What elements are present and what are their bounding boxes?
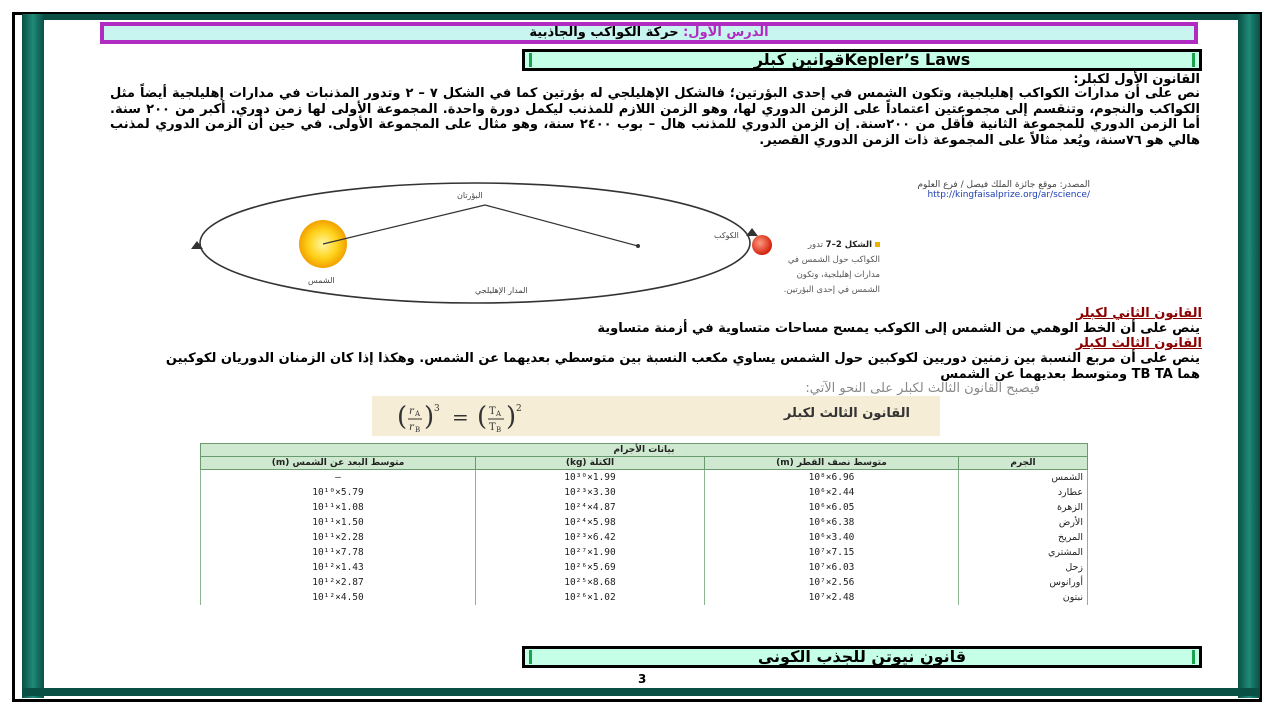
table-caption: بيانات الأجرام (201, 444, 1088, 457)
cell-radius: 6.38×10⁶ (705, 515, 959, 530)
law1-text: نص على أن مدارات الكواكب إهليلجية، وتكون الشمس في إحدى البؤرتين؛ فالشكل الإهليلجي له بؤرتين كما في الشكل ٧ – ٢ وتدور المذنبات في مدارات إهليلجية أيضاً مثل الكواكب والنجوم، وتنقسم إلى مجموعتين اعتماداً على الزمن الدوري لها، وهو الزمن اللازم للمذنب ليكمل دورة واحدة. المجموعة الأولى لها زمن دوري. أكبر من ٢٠٠ سنة. أما الزمن الدوري للمجموعة الثانية فأقل من ٢٠٠سنة. إن الزمن الدوري للمذنب هال – بوب ٢٤٠٠ سنة، وهو مثال على المجموعة الأولى. في حين أن الزمن الدوري لمذنب هالي هو ٧٦سنة، ويُعد مثالاً على المجموعة ذات الزمن الدوري القصير. (110, 86, 1201, 148)
orbit-ellipse (200, 183, 750, 303)
cell-distance: — (201, 470, 476, 486)
focus-line-1 (323, 205, 485, 244)
table-row (201, 530, 1088, 545)
svg-text:B: B (415, 426, 421, 434)
svg-text:): ) (506, 402, 517, 432)
cell-distance: 5.79×10¹⁰ (201, 485, 476, 500)
table-caption-row (201, 444, 1088, 457)
lesson-title: حركة الكواكب والجاذبية (529, 25, 679, 40)
cell-radius: 6.96×10⁸ (705, 470, 959, 486)
svg-text:T: T (489, 406, 496, 417)
cell-radius: 2.56×10⁷ (705, 575, 959, 590)
svg-text:(: ( (477, 402, 488, 432)
lesson-label: الدرس الأول: (683, 25, 769, 40)
law3-intro: فيصبح القانون الثالث لكبلر على النحو الآتي: (805, 381, 1040, 396)
cell-mass: 3.30×10²³ (476, 485, 705, 500)
frame-right (1238, 14, 1260, 698)
cell-body: زحل (959, 560, 1088, 575)
svg-text:r: r (409, 406, 414, 417)
law3-title: القانون الثالث لكبلر (1075, 336, 1202, 351)
law3-text: ينص على أن مربع النسبة بين زمنين دوريين لكوكبين حول الشمس يساوي مكعب النسبة بين متوسطي بعديهما عن الشمس. وهكذا إذا كان الزمنان الدوريان لكوكبين هما TB TA ومتوسط بعديهما عن الشمس (165, 351, 1200, 382)
cell-body: أورانوس (959, 575, 1088, 590)
col-header-distance: متوسط البعد عن الشمس (m) (201, 457, 476, 470)
svg-text:B: B (496, 426, 502, 434)
svg-text:): ) (424, 402, 435, 432)
cell-mass: 8.68×10²⁵ (476, 575, 705, 590)
planet (752, 235, 772, 255)
source-note (790, 180, 1090, 200)
cell-distance: 2.87×10¹² (201, 575, 476, 590)
cell-distance: 2.28×10¹¹ (201, 530, 476, 545)
table-row (201, 590, 1088, 605)
svg-text:T: T (489, 422, 496, 433)
svg-text:A: A (496, 410, 502, 418)
cell-body: الأرض (959, 515, 1088, 530)
col-header-radius: متوسط نصف القطر (m) (705, 457, 959, 470)
table-row (201, 575, 1088, 590)
cell-distance: 1.50×10¹¹ (201, 515, 476, 530)
col-header-body: الجرم (959, 457, 1088, 470)
cell-mass: 5.69×10²⁶ (476, 560, 705, 575)
cell-radius: 2.48×10⁷ (705, 590, 959, 605)
cell-body: المريخ (959, 530, 1088, 545)
cell-distance: 4.50×10¹² (201, 590, 476, 605)
caption-bullet (875, 242, 880, 247)
law2-title: القانون الثاني لكبلر (1076, 306, 1202, 321)
planet-data-table (200, 443, 1088, 605)
cell-mass: 5.98×10²⁴ (476, 515, 705, 530)
cell-mass: 1.99×10³⁰ (476, 470, 705, 486)
table-row (201, 545, 1088, 560)
cell-body: المشتري (959, 545, 1088, 560)
source-label: المصدر: موقع جائزة الملك فيصل / فرع العلوم (917, 180, 1090, 190)
svg-text:A: A (415, 410, 421, 418)
table-row (201, 515, 1088, 530)
table-row (201, 560, 1088, 575)
cell-radius: 6.05×10⁶ (705, 500, 959, 515)
frame-bottom (22, 688, 1260, 696)
cell-radius: 3.40×10⁶ (705, 530, 959, 545)
table-row (201, 470, 1088, 486)
law2-text: ينص على أن الخط الوهمي من الشمس إلى الكوكب يمسح مساحات متساوية في أزمنة متساوية (597, 321, 1200, 336)
frame-left (22, 14, 44, 698)
cell-distance: 1.43×10¹² (201, 560, 476, 575)
cell-distance: 7.78×10¹¹ (201, 545, 476, 560)
cell-mass: 1.90×10²⁷ (476, 545, 705, 560)
table-row (201, 500, 1088, 515)
orbit-figure (190, 178, 790, 308)
cell-radius: 2.44×10⁶ (705, 485, 959, 500)
formula-name: القانون الثالث لكبلر (783, 406, 910, 421)
table-header-row (201, 457, 1088, 470)
svg-text:3: 3 (434, 404, 440, 414)
cell-mass: 6.42×10²³ (476, 530, 705, 545)
svg-text:r: r (409, 422, 414, 433)
cell-mass: 4.87×10²⁴ (476, 500, 705, 515)
lesson-header (100, 22, 1198, 44)
svg-text:2: 2 (516, 404, 522, 414)
cell-body: الزهرة (959, 500, 1088, 515)
orbit-arrow-left (191, 241, 203, 249)
orbit-arrow-right (746, 228, 758, 236)
cell-body: الشمس (959, 470, 1088, 486)
source-url[interactable]: http://kingfaisalprize.org/ar/science/ (927, 190, 1090, 200)
kepler-third-law-box (372, 396, 940, 436)
caption-text: تدور الكواكب حول الشمس في مدارات إهليلجية، وتكون الشمس في إحدى البؤرتين. (783, 240, 880, 295)
cell-mass: 1.02×10²⁶ (476, 590, 705, 605)
col-header-mass: الكتلة (kg) (476, 457, 705, 470)
law1-title: القانون الأول لكبلر: (1073, 72, 1200, 87)
caption-number: الشكل 2–7 (825, 240, 872, 250)
label-sun: الشمس (308, 276, 335, 285)
cell-distance: 1.08×10¹¹ (201, 500, 476, 515)
section-title-kepler: Kepler’s Lawsقوانين كبلر (522, 49, 1202, 71)
cell-body: نبتون (959, 590, 1088, 605)
label-planet: الكوكب (714, 231, 739, 240)
svg-text:(: ( (397, 402, 408, 432)
label-focus: البؤرتان (457, 191, 483, 200)
section-title-newton: قانون نيوتن للجذب الكوني (522, 646, 1202, 668)
cell-body: عطارد (959, 485, 1088, 500)
cell-radius: 6.03×10⁷ (705, 560, 959, 575)
cell-radius: 7.15×10⁷ (705, 545, 959, 560)
kepler-equation (397, 400, 597, 434)
svg-text:=: = (452, 405, 469, 429)
table-row (201, 485, 1088, 500)
figure-caption (780, 238, 880, 298)
focus-line-2 (485, 205, 638, 246)
page-number: 3 (638, 672, 647, 686)
focus-point (636, 244, 640, 248)
label-ellipse: المدار الإهليلجي (475, 286, 528, 295)
